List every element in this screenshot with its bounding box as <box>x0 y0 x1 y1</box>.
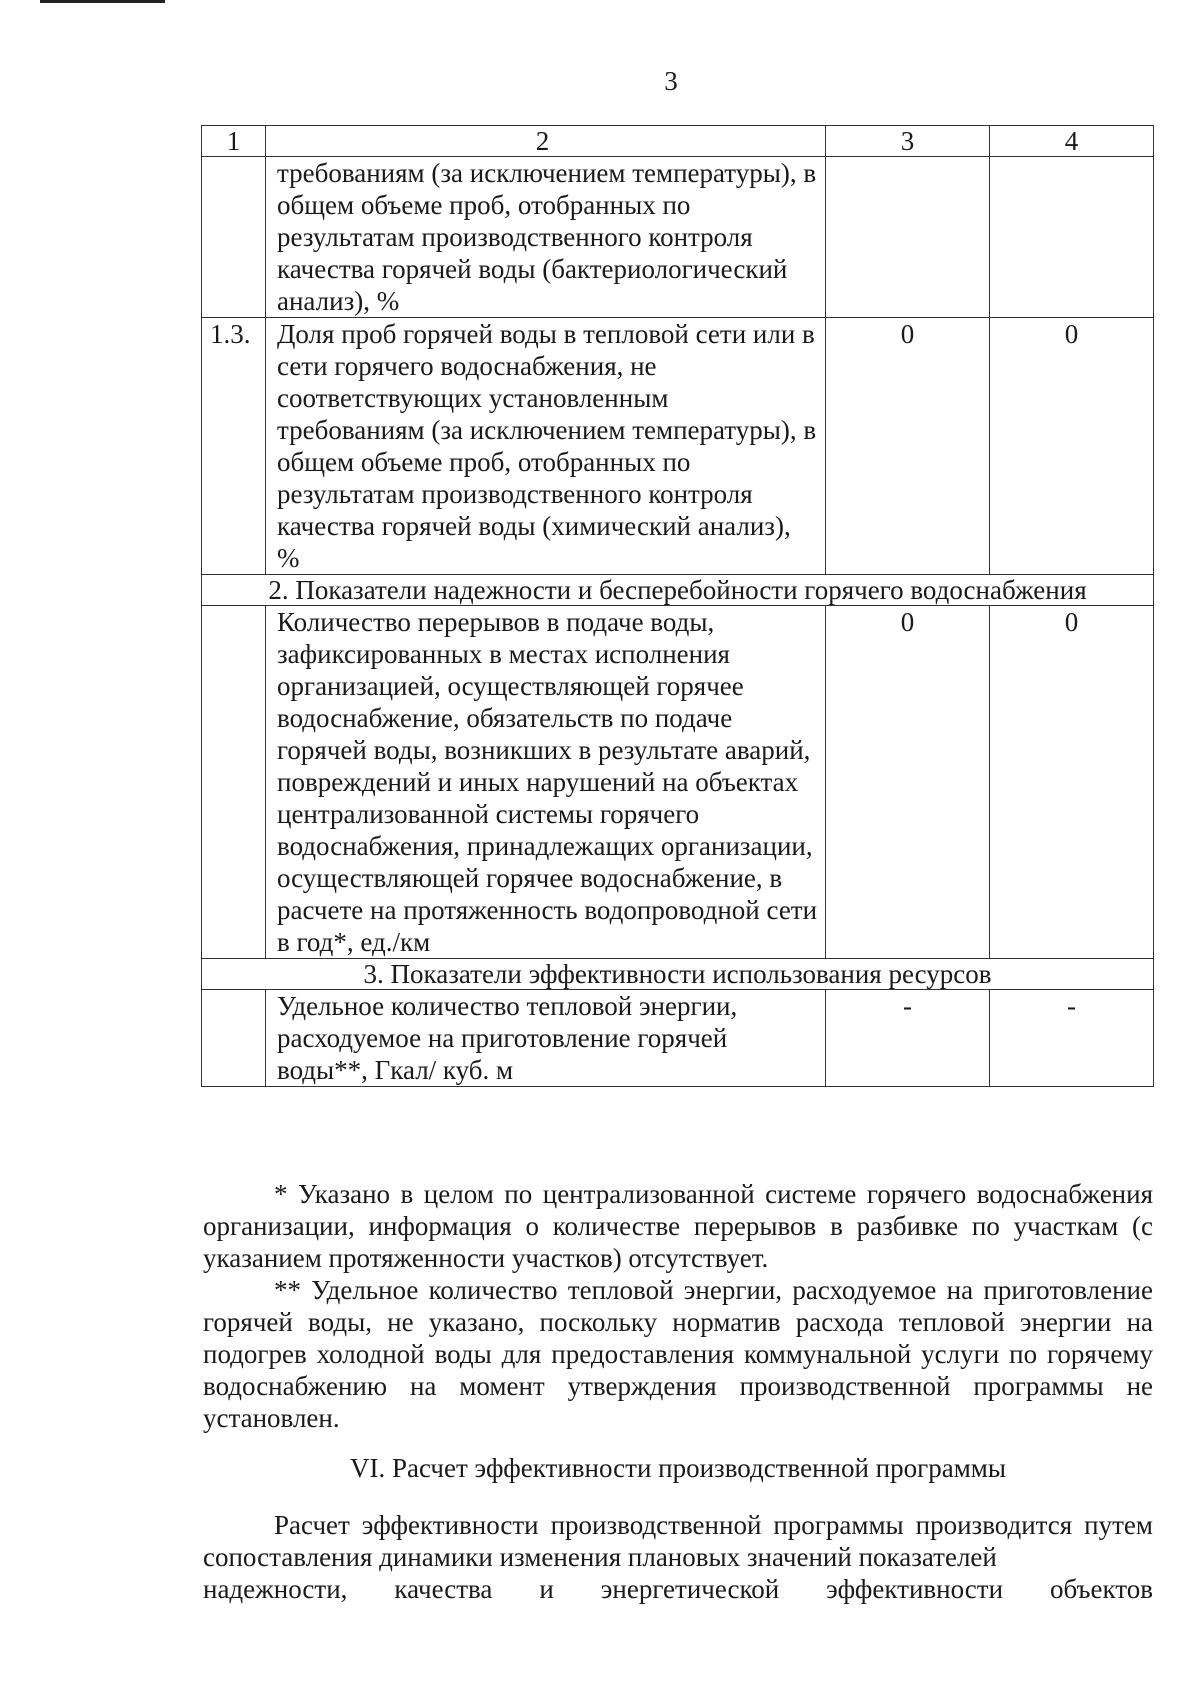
section-vi-paragraph <box>203 1509 1153 1605</box>
footnotes <box>203 1178 1153 1434</box>
word: надежности, <box>203 1574 348 1604</box>
indicator-name: Количество перерывов в подаче воды, зафиксированных в местах исполнения организацией, осуществляющей горячее водоснабжение, обязательств по подаче горячей воды, возникших в результате аварий, повреждений и иных нарушений на объектах централизованной системы горячего водоснабжения, принадлежащих организации, осуществляющей горячее водоснабжение, в расчете на протяженность водопроводной сети в год*, ед./км <box>266 606 826 959</box>
row-number: 1.3. <box>202 318 266 575</box>
indicator-value-col3: 0 <box>826 318 990 575</box>
indicator-value-col4: 0 <box>990 318 1154 575</box>
indicator-name: Удельное количество тепловой энергии, расходуемое на приготовление горячей воды**, Гкал/ куб. м <box>266 990 826 1087</box>
word: объектов <box>1049 1574 1153 1604</box>
indicator-value-col4: 0 <box>990 606 1154 959</box>
indicator-value-col3 <box>826 157 990 318</box>
indicator-name: Доля проб горячей воды в тепловой сети или в сети горячего водоснабжения, не соответствующих установленным требованиям (за исключением температуры), в общем объеме проб, отобранных по результатам производственного контроля качества горячей воды (химический анализ), % <box>266 318 826 575</box>
table-row <box>202 606 1154 959</box>
indicator-value-col4: - <box>990 990 1154 1087</box>
row-number <box>202 606 266 959</box>
section-vi-paragraph-text: Расчет эффективности производственной программы производится путем сопоставления динамики изменения плановых значений показателей <box>203 1510 1153 1572</box>
indicators-table <box>201 125 1154 1087</box>
scan-corner-mark <box>40 0 165 3</box>
section-heading: 2. Показатели надежности и бесперебойности горячего водоснабжения <box>202 575 1154 606</box>
table-header-row <box>202 126 1154 157</box>
indicators-table-container <box>201 125 1153 1087</box>
word: и <box>539 1574 554 1604</box>
section-vi-title: VI. Расчет эффективности производственной программы <box>349 1453 1006 1483</box>
indicator-value-col3: 0 <box>826 606 990 959</box>
word: эффективности <box>826 1574 1004 1604</box>
table-section-row <box>202 959 1154 990</box>
word: энергетической <box>600 1574 780 1604</box>
header-cell-1: 1 <box>202 126 266 157</box>
indicator-value-col4 <box>990 157 1154 318</box>
word: качества <box>394 1574 493 1604</box>
footnote-2: ** Удельное количество тепловой энергии, расходуемое на приготовление горячей воды, не указано, поскольку норматив расхода тепловой энергии на подогрев холодной воды для предоставления коммунальной услуги по горячему водоснабжению на момент утверждения производственной программы не установлен. <box>203 1275 1153 1433</box>
table-row <box>202 318 1154 575</box>
footnote-1: * Указано в целом по централизованной системе горячего водоснабжения организации, информация о количестве перерывов в разбивке по участкам (с указанием протяженности участков) отсутствует. <box>203 1179 1153 1273</box>
section-vi-paragraph-last-line <box>203 1573 1153 1605</box>
table-row <box>202 990 1154 1087</box>
table-section-row <box>202 575 1154 606</box>
row-number <box>202 990 266 1087</box>
table-row <box>202 157 1154 318</box>
indicator-name: требованиям (за исключением температуры), в общем объеме проб, отобранных по результатам производственного контроля качества горячей воды (бактериологический анализ), % <box>266 157 826 318</box>
row-number <box>202 157 266 318</box>
header-cell-3: 3 <box>826 126 990 157</box>
header-cell-4: 4 <box>990 126 1154 157</box>
page-number: 3 <box>664 66 678 96</box>
indicator-value-col3: - <box>826 990 990 1087</box>
header-cell-2: 2 <box>266 126 826 157</box>
section-heading: 3. Показатели эффективности использования ресурсов <box>202 959 1154 990</box>
